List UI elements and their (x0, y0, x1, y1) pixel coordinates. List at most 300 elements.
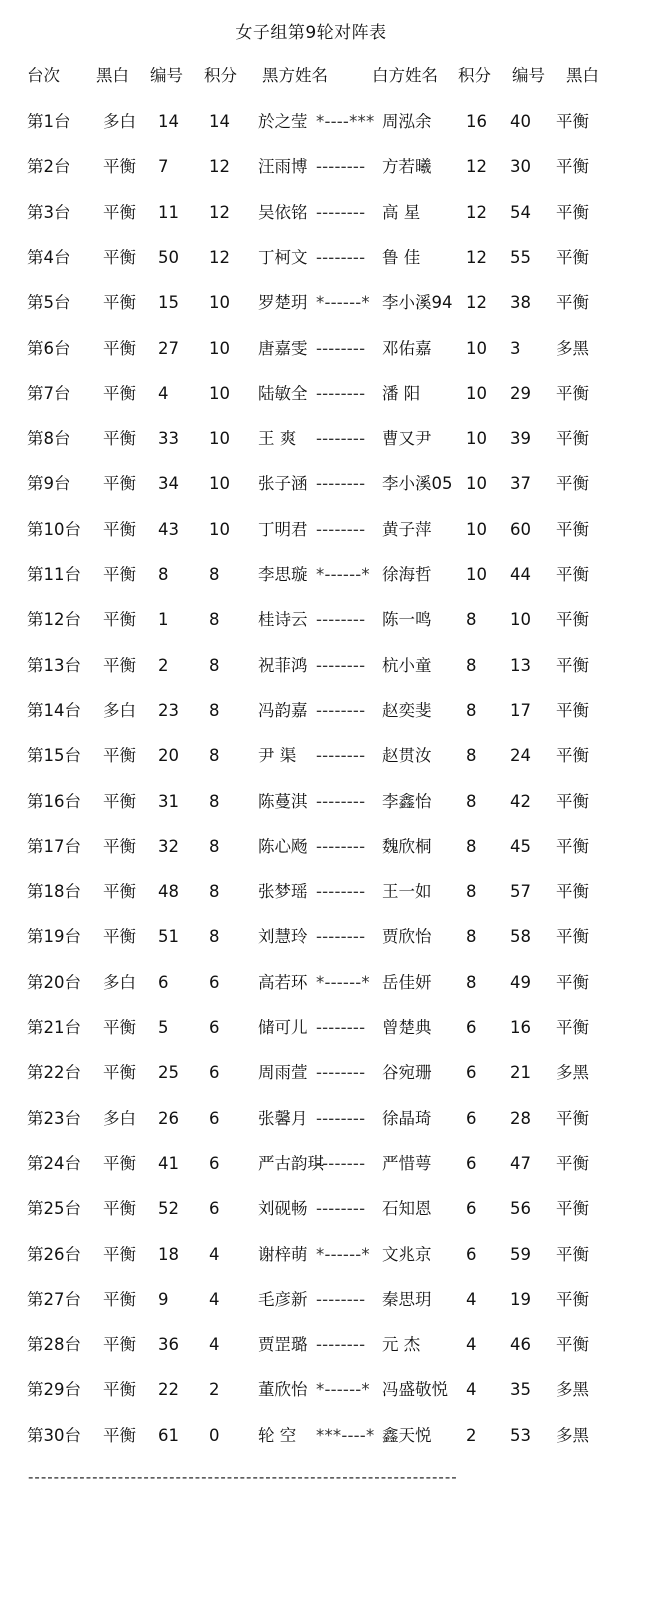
white-color-cell: 平衡 (556, 882, 589, 902)
black-color-cell: 多白 (103, 1108, 136, 1128)
white-score-cell: 8 (466, 927, 477, 947)
table-cell: 第19台 (27, 927, 81, 947)
black-score-cell: 12 (209, 202, 230, 222)
black-name-cell: 冯韵嘉 (258, 700, 308, 720)
white-color-cell: 平衡 (556, 1199, 589, 1219)
white-color-cell: 平衡 (556, 1018, 589, 1037)
white-color-cell: 平衡 (556, 746, 589, 766)
header-white-name: 白方姓名 (372, 66, 438, 85)
white-color-cell: 平衡 (556, 112, 589, 131)
table-cell: 第29台 (27, 1380, 81, 1400)
black-no-cell: 25 (158, 1063, 179, 1083)
white-score-cell: 12 (466, 202, 487, 222)
white-score-cell: 10 (466, 474, 487, 494)
table-cell: 第3台 (27, 202, 71, 222)
black-name-cell: 桂诗云 (258, 610, 308, 630)
table-row (0, 832, 650, 862)
white-color-cell: 平衡 (556, 655, 589, 675)
table-cell: 第17台 (27, 836, 81, 856)
white-no-cell: 16 (510, 1018, 531, 1037)
white-score-cell: 4 (466, 1380, 477, 1400)
black-color-cell: 平衡 (103, 1244, 136, 1264)
black-name-cell: 汪雨博 (258, 157, 308, 177)
table-cell: 第26台 (27, 1244, 81, 1264)
table-cell: 第8台 (27, 429, 71, 449)
black-no-cell: 48 (158, 882, 179, 902)
black-no-cell: 26 (158, 1108, 179, 1128)
white-no-cell: 17 (510, 700, 531, 720)
black-color-cell: 平衡 (103, 610, 136, 630)
black-color-cell: 平衡 (103, 746, 136, 766)
pairing-separator: -------- (316, 700, 366, 720)
white-score-cell: 12 (466, 293, 487, 313)
white-no-cell: 58 (510, 927, 531, 947)
white-no-cell: 19 (510, 1289, 531, 1309)
white-name-cell: 元 杰 (382, 1335, 421, 1355)
white-no-cell: 42 (510, 791, 531, 811)
table-row (0, 877, 650, 907)
white-no-cell: 28 (510, 1108, 531, 1128)
header-black-score: 积分 (204, 66, 237, 85)
white-color-cell: 多黑 (556, 1380, 589, 1400)
white-score-cell: 8 (466, 882, 477, 902)
black-no-cell: 15 (158, 293, 179, 313)
table-row (0, 1104, 650, 1134)
pairing-separator: *------* (316, 293, 370, 313)
table-row (0, 1285, 650, 1315)
white-score-cell: 8 (466, 610, 477, 630)
white-name-cell: 方若曦 (382, 157, 432, 177)
black-no-cell: 1 (158, 610, 169, 630)
black-no-cell: 7 (158, 157, 169, 177)
black-score-cell: 10 (209, 338, 230, 358)
white-name-cell: 鑫天悦 (382, 1425, 432, 1445)
black-no-cell: 11 (158, 202, 179, 222)
black-color-cell: 平衡 (103, 1425, 136, 1445)
white-no-cell: 59 (510, 1244, 531, 1264)
white-name-cell: 岳佳妍 (382, 972, 432, 992)
black-score-cell: 4 (209, 1244, 220, 1264)
table-cell: 第28台 (27, 1335, 81, 1355)
black-name-cell: 谢梓萌 (258, 1244, 308, 1264)
white-name-cell: 魏欣桐 (382, 836, 432, 856)
white-color-cell: 平衡 (556, 972, 589, 992)
table-cell: 第18台 (27, 882, 81, 902)
white-color-cell: 多黑 (556, 338, 589, 358)
white-color-cell: 平衡 (556, 519, 589, 539)
white-no-cell: 40 (510, 112, 531, 131)
black-no-cell: 33 (158, 429, 179, 449)
table-row (0, 1240, 650, 1270)
black-color-cell: 平衡 (103, 1289, 136, 1309)
black-score-cell: 4 (209, 1335, 220, 1355)
black-score-cell: 8 (209, 610, 220, 630)
white-name-cell: 周泓余 (382, 112, 432, 131)
pairing-separator: -------- (316, 655, 366, 675)
black-name-cell: 李思璇 (258, 565, 308, 584)
pairing-separator: -------- (316, 746, 366, 766)
table-cell: 第15台 (27, 746, 81, 766)
black-score-cell: 8 (209, 791, 220, 811)
black-no-cell: 6 (158, 972, 169, 992)
white-score-cell: 4 (466, 1335, 477, 1355)
black-name-cell: 周雨萱 (258, 1063, 308, 1083)
black-color-cell: 多白 (103, 112, 136, 131)
white-no-cell: 54 (510, 202, 531, 222)
white-color-cell: 平衡 (556, 429, 589, 449)
white-name-cell: 鲁 佳 (382, 247, 421, 267)
header-white-score: 积分 (458, 66, 491, 85)
white-color-cell: 平衡 (556, 1289, 589, 1309)
table-row (0, 152, 650, 182)
table-cell: 第14台 (27, 700, 81, 720)
black-no-cell: 9 (158, 1289, 169, 1309)
white-color-cell: 平衡 (556, 565, 589, 584)
table-row (0, 1330, 650, 1360)
black-no-cell: 22 (158, 1380, 179, 1400)
pairing-separator: ***----* (316, 1425, 375, 1445)
table-row (0, 469, 650, 499)
black-no-cell: 8 (158, 565, 169, 584)
table-row (0, 1375, 650, 1405)
header-black-name: 黑方姓名 (262, 66, 328, 85)
black-name-cell: 张梦瑶 (258, 882, 308, 902)
pairing-separator: -------- (316, 836, 366, 856)
table-cell: 第6台 (27, 338, 71, 358)
black-score-cell: 8 (209, 565, 220, 584)
white-score-cell: 10 (466, 519, 487, 539)
black-score-cell: 6 (209, 1199, 220, 1219)
white-color-cell: 平衡 (556, 1244, 589, 1264)
black-color-cell: 平衡 (103, 1153, 136, 1173)
black-name-cell: 陆敏全 (258, 383, 308, 403)
black-name-cell: 丁明君 (258, 519, 308, 539)
white-color-cell: 平衡 (556, 836, 589, 856)
table-row (0, 198, 650, 228)
black-score-cell: 12 (209, 157, 230, 177)
white-no-cell: 39 (510, 429, 531, 449)
white-color-cell: 平衡 (556, 1153, 589, 1173)
white-score-cell: 8 (466, 791, 477, 811)
pairing-separator: -------- (316, 383, 366, 403)
table-cell: 第27台 (27, 1289, 81, 1309)
white-no-cell: 10 (510, 610, 531, 630)
black-color-cell: 平衡 (103, 1335, 136, 1355)
white-no-cell: 57 (510, 882, 531, 902)
white-no-cell: 37 (510, 474, 531, 494)
table-row (0, 243, 650, 273)
table-row (0, 1194, 650, 1224)
black-name-cell: 罗楚玥 (258, 293, 308, 313)
white-name-cell: 严惜萼 (382, 1153, 432, 1173)
black-name-cell: 丁柯文 (258, 247, 308, 267)
table-row (0, 107, 650, 137)
table-cell: 第21台 (27, 1018, 81, 1037)
black-name-cell: 陈心飏 (258, 836, 308, 856)
black-color-cell: 平衡 (103, 474, 136, 494)
table-cell: 第30台 (27, 1425, 81, 1445)
white-name-cell: 文兆京 (382, 1244, 432, 1264)
pairing-separator: -------- (316, 927, 366, 947)
white-name-cell: 贾欣怡 (382, 927, 432, 947)
white-name-cell: 杭小童 (382, 655, 432, 675)
black-color-cell: 平衡 (103, 1063, 136, 1083)
black-score-cell: 8 (209, 700, 220, 720)
white-score-cell: 10 (466, 338, 487, 358)
black-name-cell: 张子涵 (258, 474, 308, 494)
table-row (0, 334, 650, 364)
page-title: 女子组第9轮对阵表 (235, 23, 387, 43)
white-name-cell: 潘 阳 (382, 383, 421, 403)
header-black-color: 黑白 (96, 66, 129, 85)
white-color-cell: 平衡 (556, 610, 589, 630)
black-score-cell: 4 (209, 1289, 220, 1309)
black-score-cell: 10 (209, 293, 230, 313)
white-color-cell: 平衡 (556, 474, 589, 494)
black-color-cell: 平衡 (103, 791, 136, 811)
white-name-cell: 赵奕斐 (382, 700, 432, 720)
table-row (0, 922, 650, 952)
black-name-cell: 吴依铭 (258, 202, 308, 222)
white-score-cell: 8 (466, 655, 477, 675)
white-no-cell: 21 (510, 1063, 531, 1083)
black-name-cell: 王 爽 (258, 429, 297, 449)
white-score-cell: 16 (466, 112, 487, 131)
black-color-cell: 平衡 (103, 1018, 136, 1037)
white-color-cell: 平衡 (556, 927, 589, 947)
white-color-cell: 平衡 (556, 247, 589, 267)
white-name-cell: 黄子萍 (382, 519, 432, 539)
pairing-separator: -------- (316, 474, 366, 494)
table-header (0, 61, 650, 91)
black-color-cell: 平衡 (103, 383, 136, 403)
table-cell: 第13台 (27, 655, 81, 675)
table-cell: 第1台 (27, 112, 71, 131)
white-score-cell: 6 (466, 1018, 477, 1037)
table-cell: 第9台 (27, 474, 71, 494)
white-score-cell: 10 (466, 429, 487, 449)
black-name-cell: 张馨月 (258, 1108, 308, 1128)
black-color-cell: 平衡 (103, 157, 136, 177)
pairing-separator: -------- (316, 519, 366, 539)
black-color-cell: 平衡 (103, 338, 136, 358)
white-color-cell: 多黑 (556, 1425, 589, 1445)
black-name-cell: 唐嘉雯 (258, 338, 308, 358)
table-row (0, 424, 650, 454)
black-color-cell: 平衡 (103, 565, 136, 584)
white-no-cell: 44 (510, 565, 531, 584)
black-color-cell: 平衡 (103, 836, 136, 856)
black-score-cell: 10 (209, 474, 230, 494)
pairing-separator: *------* (316, 972, 370, 992)
black-score-cell: 10 (209, 383, 230, 403)
white-no-cell: 3 (510, 338, 521, 358)
white-color-cell: 平衡 (556, 383, 589, 403)
black-no-cell: 14 (158, 112, 179, 131)
white-score-cell: 6 (466, 1199, 477, 1219)
black-score-cell: 6 (209, 972, 220, 992)
table-cell: 第5台 (27, 293, 71, 313)
black-score-cell: 0 (209, 1425, 220, 1445)
table-row (0, 1149, 650, 1179)
white-color-cell: 平衡 (556, 791, 589, 811)
table-cell: 第23台 (27, 1108, 81, 1128)
black-color-cell: 平衡 (103, 202, 136, 222)
black-color-cell: 平衡 (103, 293, 136, 313)
white-no-cell: 30 (510, 157, 531, 177)
black-no-cell: 41 (158, 1153, 179, 1173)
table-cell: 第12台 (27, 610, 81, 630)
white-score-cell: 8 (466, 700, 477, 720)
pairing-separator: -------- (316, 1153, 366, 1173)
white-name-cell: 高 星 (382, 202, 421, 222)
black-score-cell: 2 (209, 1380, 220, 1400)
white-no-cell: 47 (510, 1153, 531, 1173)
white-score-cell: 8 (466, 836, 477, 856)
white-score-cell: 2 (466, 1425, 477, 1445)
black-score-cell: 8 (209, 746, 220, 766)
black-color-cell: 平衡 (103, 1380, 136, 1400)
white-no-cell: 24 (510, 746, 531, 766)
white-name-cell: 王一如 (382, 882, 432, 902)
black-color-cell: 平衡 (103, 247, 136, 267)
white-name-cell: 曹又尹 (382, 429, 432, 449)
black-score-cell: 6 (209, 1153, 220, 1173)
white-name-cell: 李小溪94 (382, 293, 453, 313)
white-no-cell: 29 (510, 383, 531, 403)
table-row (0, 1013, 650, 1043)
black-score-cell: 6 (209, 1018, 220, 1037)
white-name-cell: 陈一鸣 (382, 610, 432, 630)
pairing-separator: -------- (316, 1108, 366, 1128)
black-no-cell: 51 (158, 927, 179, 947)
white-no-cell: 56 (510, 1199, 531, 1219)
black-score-cell: 6 (209, 1108, 220, 1128)
white-score-cell: 10 (466, 383, 487, 403)
white-name-cell: 石知恩 (382, 1199, 432, 1219)
table-row (0, 741, 650, 771)
pairing-separator: -------- (316, 1018, 366, 1037)
pairing-separator: -------- (316, 610, 366, 630)
white-color-cell: 平衡 (556, 202, 589, 222)
white-name-cell: 邓佑嘉 (382, 338, 432, 358)
table-cell: 第22台 (27, 1063, 81, 1083)
black-score-cell: 6 (209, 1063, 220, 1083)
black-no-cell: 34 (158, 474, 179, 494)
black-name-cell: 储可儿 (258, 1018, 308, 1037)
table-row (0, 968, 650, 998)
white-color-cell: 平衡 (556, 700, 589, 720)
black-no-cell: 18 (158, 1244, 179, 1264)
black-name-cell: 严古韵琪 (258, 1153, 324, 1173)
black-name-cell: 毛彦新 (258, 1289, 308, 1309)
pairing-separator: *------* (316, 1244, 370, 1264)
white-color-cell: 多黑 (556, 1063, 589, 1083)
black-no-cell: 2 (158, 655, 169, 675)
black-color-cell: 多白 (103, 972, 136, 992)
black-no-cell: 61 (158, 1425, 179, 1445)
black-color-cell: 多白 (103, 700, 136, 720)
white-no-cell: 53 (510, 1425, 531, 1445)
white-no-cell: 38 (510, 293, 531, 313)
white-name-cell: 赵贯汝 (382, 746, 432, 766)
table-cell: 第7台 (27, 383, 71, 403)
black-no-cell: 36 (158, 1335, 179, 1355)
black-score-cell: 8 (209, 836, 220, 856)
pairing-separator: *------* (316, 565, 370, 584)
table-cell: 第10台 (27, 519, 81, 539)
table-cell: 第25台 (27, 1199, 81, 1219)
white-score-cell: 10 (466, 565, 487, 584)
table-cell: 第11台 (27, 565, 81, 584)
pairing-separator: *------* (316, 1380, 370, 1400)
white-score-cell: 6 (466, 1063, 477, 1083)
pairing-separator: -------- (316, 338, 366, 358)
white-color-cell: 平衡 (556, 1108, 589, 1128)
black-score-cell: 12 (209, 247, 230, 267)
black-score-cell: 8 (209, 655, 220, 675)
black-name-cell: 於之莹 (258, 112, 308, 131)
black-name-cell: 贾罡璐 (258, 1335, 308, 1355)
white-name-cell: 秦思玥 (382, 1289, 432, 1309)
black-color-cell: 平衡 (103, 1199, 136, 1219)
white-name-cell: 徐海哲 (382, 565, 432, 584)
pairing-separator: -------- (316, 202, 366, 222)
pairing-separator: -------- (316, 791, 366, 811)
white-no-cell: 49 (510, 972, 531, 992)
black-score-cell: 8 (209, 882, 220, 902)
table-row (0, 515, 650, 545)
white-score-cell: 6 (466, 1244, 477, 1264)
white-name-cell: 冯盛敬悦 (382, 1380, 448, 1400)
black-no-cell: 52 (158, 1199, 179, 1219)
table-row (0, 288, 650, 318)
black-name-cell: 董欣怡 (258, 1380, 308, 1400)
black-color-cell: 平衡 (103, 882, 136, 902)
white-color-cell: 平衡 (556, 157, 589, 177)
black-color-cell: 平衡 (103, 429, 136, 449)
table-row (0, 605, 650, 635)
table-cell: 第2台 (27, 157, 71, 177)
white-name-cell: 曾楚典 (382, 1018, 432, 1037)
pairing-separator: -------- (316, 1199, 366, 1219)
white-color-cell: 平衡 (556, 1335, 589, 1355)
header-table: 台次 (27, 66, 60, 85)
white-score-cell: 6 (466, 1153, 477, 1173)
black-no-cell: 31 (158, 791, 179, 811)
black-name-cell: 祝菲鸿 (258, 655, 308, 675)
pairing-separator: -------- (316, 157, 366, 177)
white-no-cell: 46 (510, 1335, 531, 1355)
pairing-separator: *----*** (316, 112, 375, 131)
pairing-separator: -------- (316, 1289, 366, 1309)
black-no-cell: 50 (158, 247, 179, 267)
black-no-cell: 23 (158, 700, 179, 720)
white-score-cell: 8 (466, 746, 477, 766)
white-no-cell: 13 (510, 655, 531, 675)
table-cell: 第16台 (27, 791, 81, 811)
table-row (0, 696, 650, 726)
table-row (0, 651, 650, 681)
white-no-cell: 60 (510, 519, 531, 539)
black-color-cell: 平衡 (103, 519, 136, 539)
black-no-cell: 27 (158, 338, 179, 358)
black-name-cell: 刘砚畅 (258, 1199, 308, 1219)
table-cell: 第20台 (27, 972, 81, 992)
header-white-color: 黑白 (566, 66, 599, 85)
black-no-cell: 32 (158, 836, 179, 856)
pairing-separator: -------- (316, 247, 366, 267)
